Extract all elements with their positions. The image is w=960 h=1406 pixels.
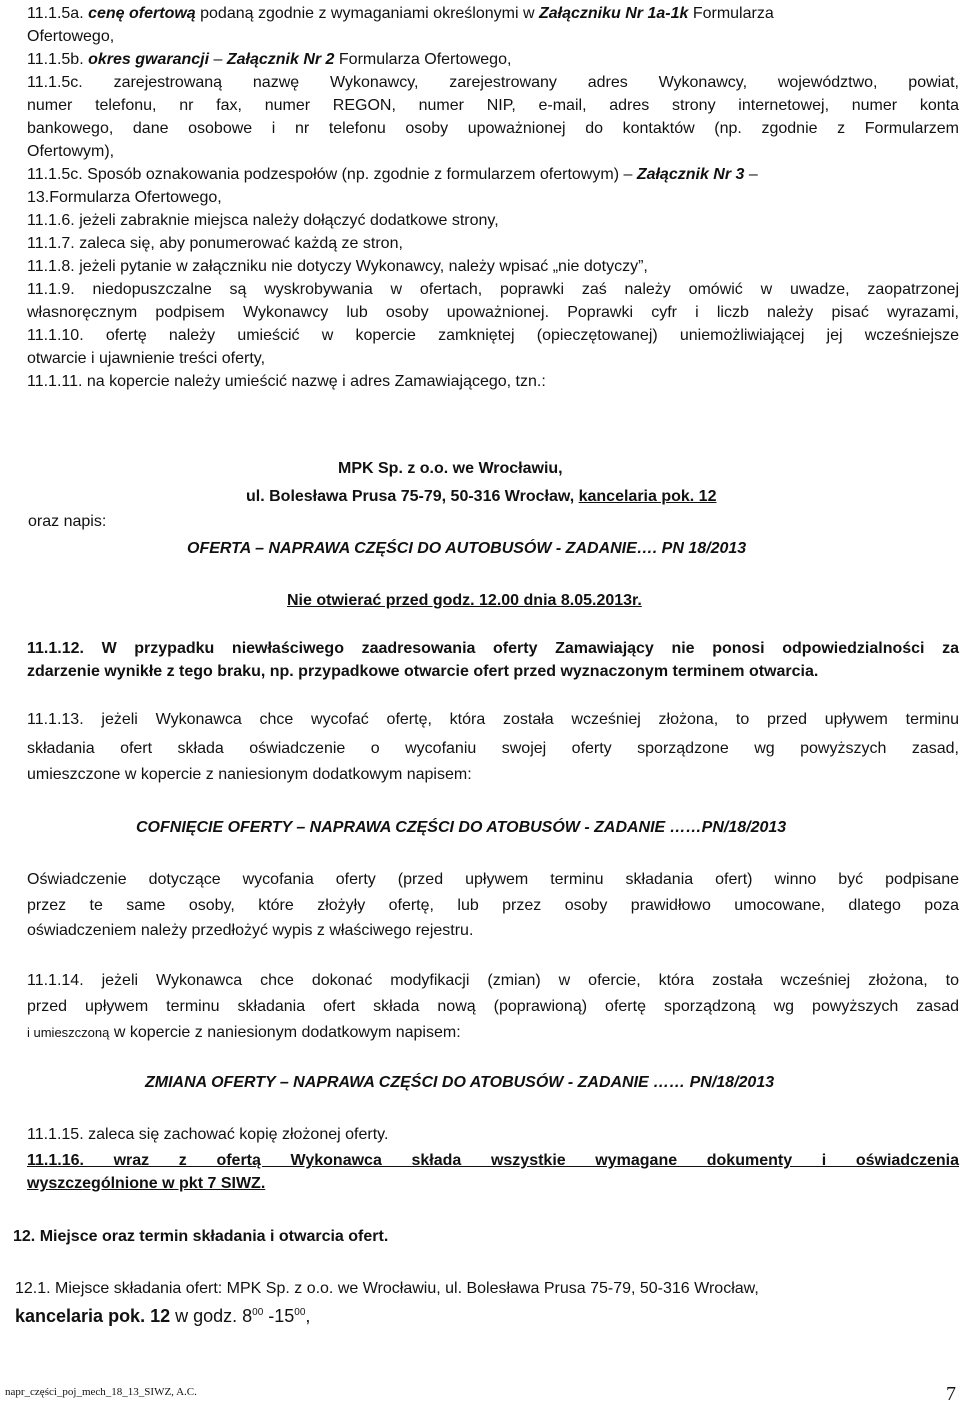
text-line: 13.Formularza Ofertowego, — [27, 189, 222, 206]
text-line: oświadczeniem należy przedłożyć wypis z właściwego rejestru. — [27, 922, 474, 939]
item-11-1-9: 11.1.9. niedopuszczalne są wyskrobywania w ofertach, poprawki zaś należy omówić w uwadze, zaopatrzonej — [27, 281, 959, 298]
address-company: MPK Sp. z o.o. we Wrocławiu, — [338, 460, 563, 477]
napis-label: oraz napis: — [28, 513, 107, 530]
text-line: przed upływem terminu składania ofert składa nową (poprawioną) ofertę sporządzoną wg powyższych zasad — [27, 998, 959, 1015]
item-11-1-11: 11.1.11. na kopercie należy umieścić nazwę i adres Zamawiającego, tzn.: — [27, 373, 546, 390]
text-line: zdarzenie wynikłe z tego braku, np. przypadkowe otwarcie ofert przed wyznaczonym terminem otwarcia. — [27, 663, 819, 680]
item-11-1-12: 11.1.12. W przypadku niewłaściwego zaadresowania oferty Zamawiający nie ponosi odpowiedzialności za — [27, 640, 959, 657]
item-11-1-10: 11.1.10. ofertę należy umieścić w kopercie zamkniętej (opieczętowanej) uniemożliwiającej jej wcześniejsze — [27, 327, 959, 344]
text-line: umieszczone w kopercie z naniesionym dodatkowym napisem: — [27, 766, 472, 783]
section-12-heading: 12. Miejsce oraz termin składania i otwarcia ofert. — [13, 1228, 389, 1245]
item-11-1-5c-marking: 11.1.5c. Sposób oznakowania podzespołów (np. zgodnie z formularzem ofertowym) – Załącznik Nr 3 – — [27, 166, 758, 183]
annex-ref: Załącznik Nr 2 — [226, 51, 335, 68]
footer-filename: napr_części_poj_mech_18_13_SIWZ, A.C. — [5, 1386, 197, 1398]
item-11-1-5b: 11.1.5b. okres gwarancji – Załącznik Nr 2 Formularza Ofertowego, — [27, 51, 512, 68]
annex-ref: Załącznik Nr 3 — [636, 166, 745, 183]
address-street: ul. Bolesława Prusa 75-79, 50-316 Wrocław, kancelaria pok. 12 — [246, 488, 717, 505]
text-line: Ofertowego, — [27, 28, 115, 45]
withdraw-statement: Oświadczenie dotyczące wycofania oferty (przed upływem terminu składania ofert) winno być podpisane — [27, 871, 959, 888]
item-11-1-15: 11.1.15. zaleca się zachować kopię złożonej oferty. — [27, 1126, 389, 1143]
item-12-1-hours: kancelaria pok. 12 w godz. $8^{00}$ $-15^{00}$, — [15, 1306, 311, 1326]
envelope-withdraw-label: COFNIĘCIE OFERTY – NAPRAWA CZĘŚCI DO ATOBUSÓW - ZADANIE ……PN/18/2013 — [136, 819, 787, 836]
item-11-1-14: 11.1.14. jeżeli Wykonawca chce dokonać modyfikacji (zmian) w ofercie, która została wcześniej złożona, to — [27, 972, 959, 989]
item-11-1-6: 11.1.6. jeżeli zabraknie miejsca należy dołączyć dodatkowe strony, — [27, 212, 499, 229]
text-line: własnoręcznym podpisem Wykonawcy lub osoby upoważnionej. Poprawki cyfr i liczb należy pisać wyrazami, — [27, 304, 959, 321]
text-line: przez te same osoby, które złożyły ofertę, lub przez osoby prawidłowo umocowane, dlatego poza — [27, 897, 959, 914]
emphasis: okres gwarancji — [88, 51, 210, 68]
page-number: 7 — [946, 1383, 956, 1405]
text-line: i umieszczoną w kopercie z naniesionym dodatkowym napisem: — [27, 1024, 461, 1041]
emphasis: cenę ofertową — [88, 5, 196, 22]
envelope-offer-label: OFERTA – NAPRAWA CZĘŚCI DO AUTOBUSÓW - ZADANIE…. PN 18/2013 — [187, 540, 747, 557]
envelope-change-label: ZMIANA OFERTY – NAPRAWA CZĘŚCI DO ATOBUSÓW - ZADANIE …… PN/18/2013 — [145, 1074, 775, 1091]
annex-ref: Załączniku Nr 1a-1k — [538, 5, 689, 22]
item-11-1-16: 11.1.16. wraz z ofertą Wykonawca składa wszystkie wymagane dokumenty i oświadczenia — [27, 1152, 959, 1169]
item-11-1-5c: 11.1.5c. zarejestrowaną nazwę Wykonawcy, zarejestrowany adres Wykonawcy, województwo, powiat, — [27, 74, 959, 91]
text-line: numer telefonu, nr fax, numer REGON, numer NIP, e-mail, adres strony internetowej, numer konta — [27, 97, 959, 114]
item-11-1-7: 11.1.7. zaleca się, aby ponumerować każdą ze stron, — [27, 235, 403, 252]
item-11-1-5a: 11.1.5a. cenę ofertową podaną zgodnie z wymaganiami określonymi w Załączniku Nr 1a-1k Formularza — [27, 5, 774, 22]
text-line: składania ofert składa oświadczenie o wycofaniu swojej oferty sporządzone wg powyższych zasad, — [27, 740, 959, 757]
text-line: bankowego, dane osobowe i nr telefonu osoby upoważnionej do kontaktów (np. zgodnie z Formularzem — [27, 120, 959, 137]
item-12-1: 12.1. Miejsce składania ofert: MPK Sp. z o.o. we Wrocławiu, ul. Bolesława Prusa 75-79, 50-316 Wrocław, — [15, 1280, 759, 1297]
do-not-open-notice: Nie otwierać przed godz. 12.00 dnia 8.05.2013r. — [287, 592, 642, 609]
item-11-1-8: 11.1.8. jeżeli pytanie w załączniku nie dotyczy Wykonawcy, należy wpisać „nie dotyczy”, — [27, 258, 648, 275]
text-line: otwarcie i ujawnienie treści oferty, — [27, 350, 266, 367]
item-11-1-13: 11.1.13. jeżeli Wykonawca chce wycofać ofertę, która została wcześniej złożona, to przed upływem terminu — [27, 711, 959, 728]
text-line: Ofertowym), — [27, 143, 115, 160]
text-line: wyszczególnione w pkt 7 SIWZ. — [27, 1175, 266, 1192]
